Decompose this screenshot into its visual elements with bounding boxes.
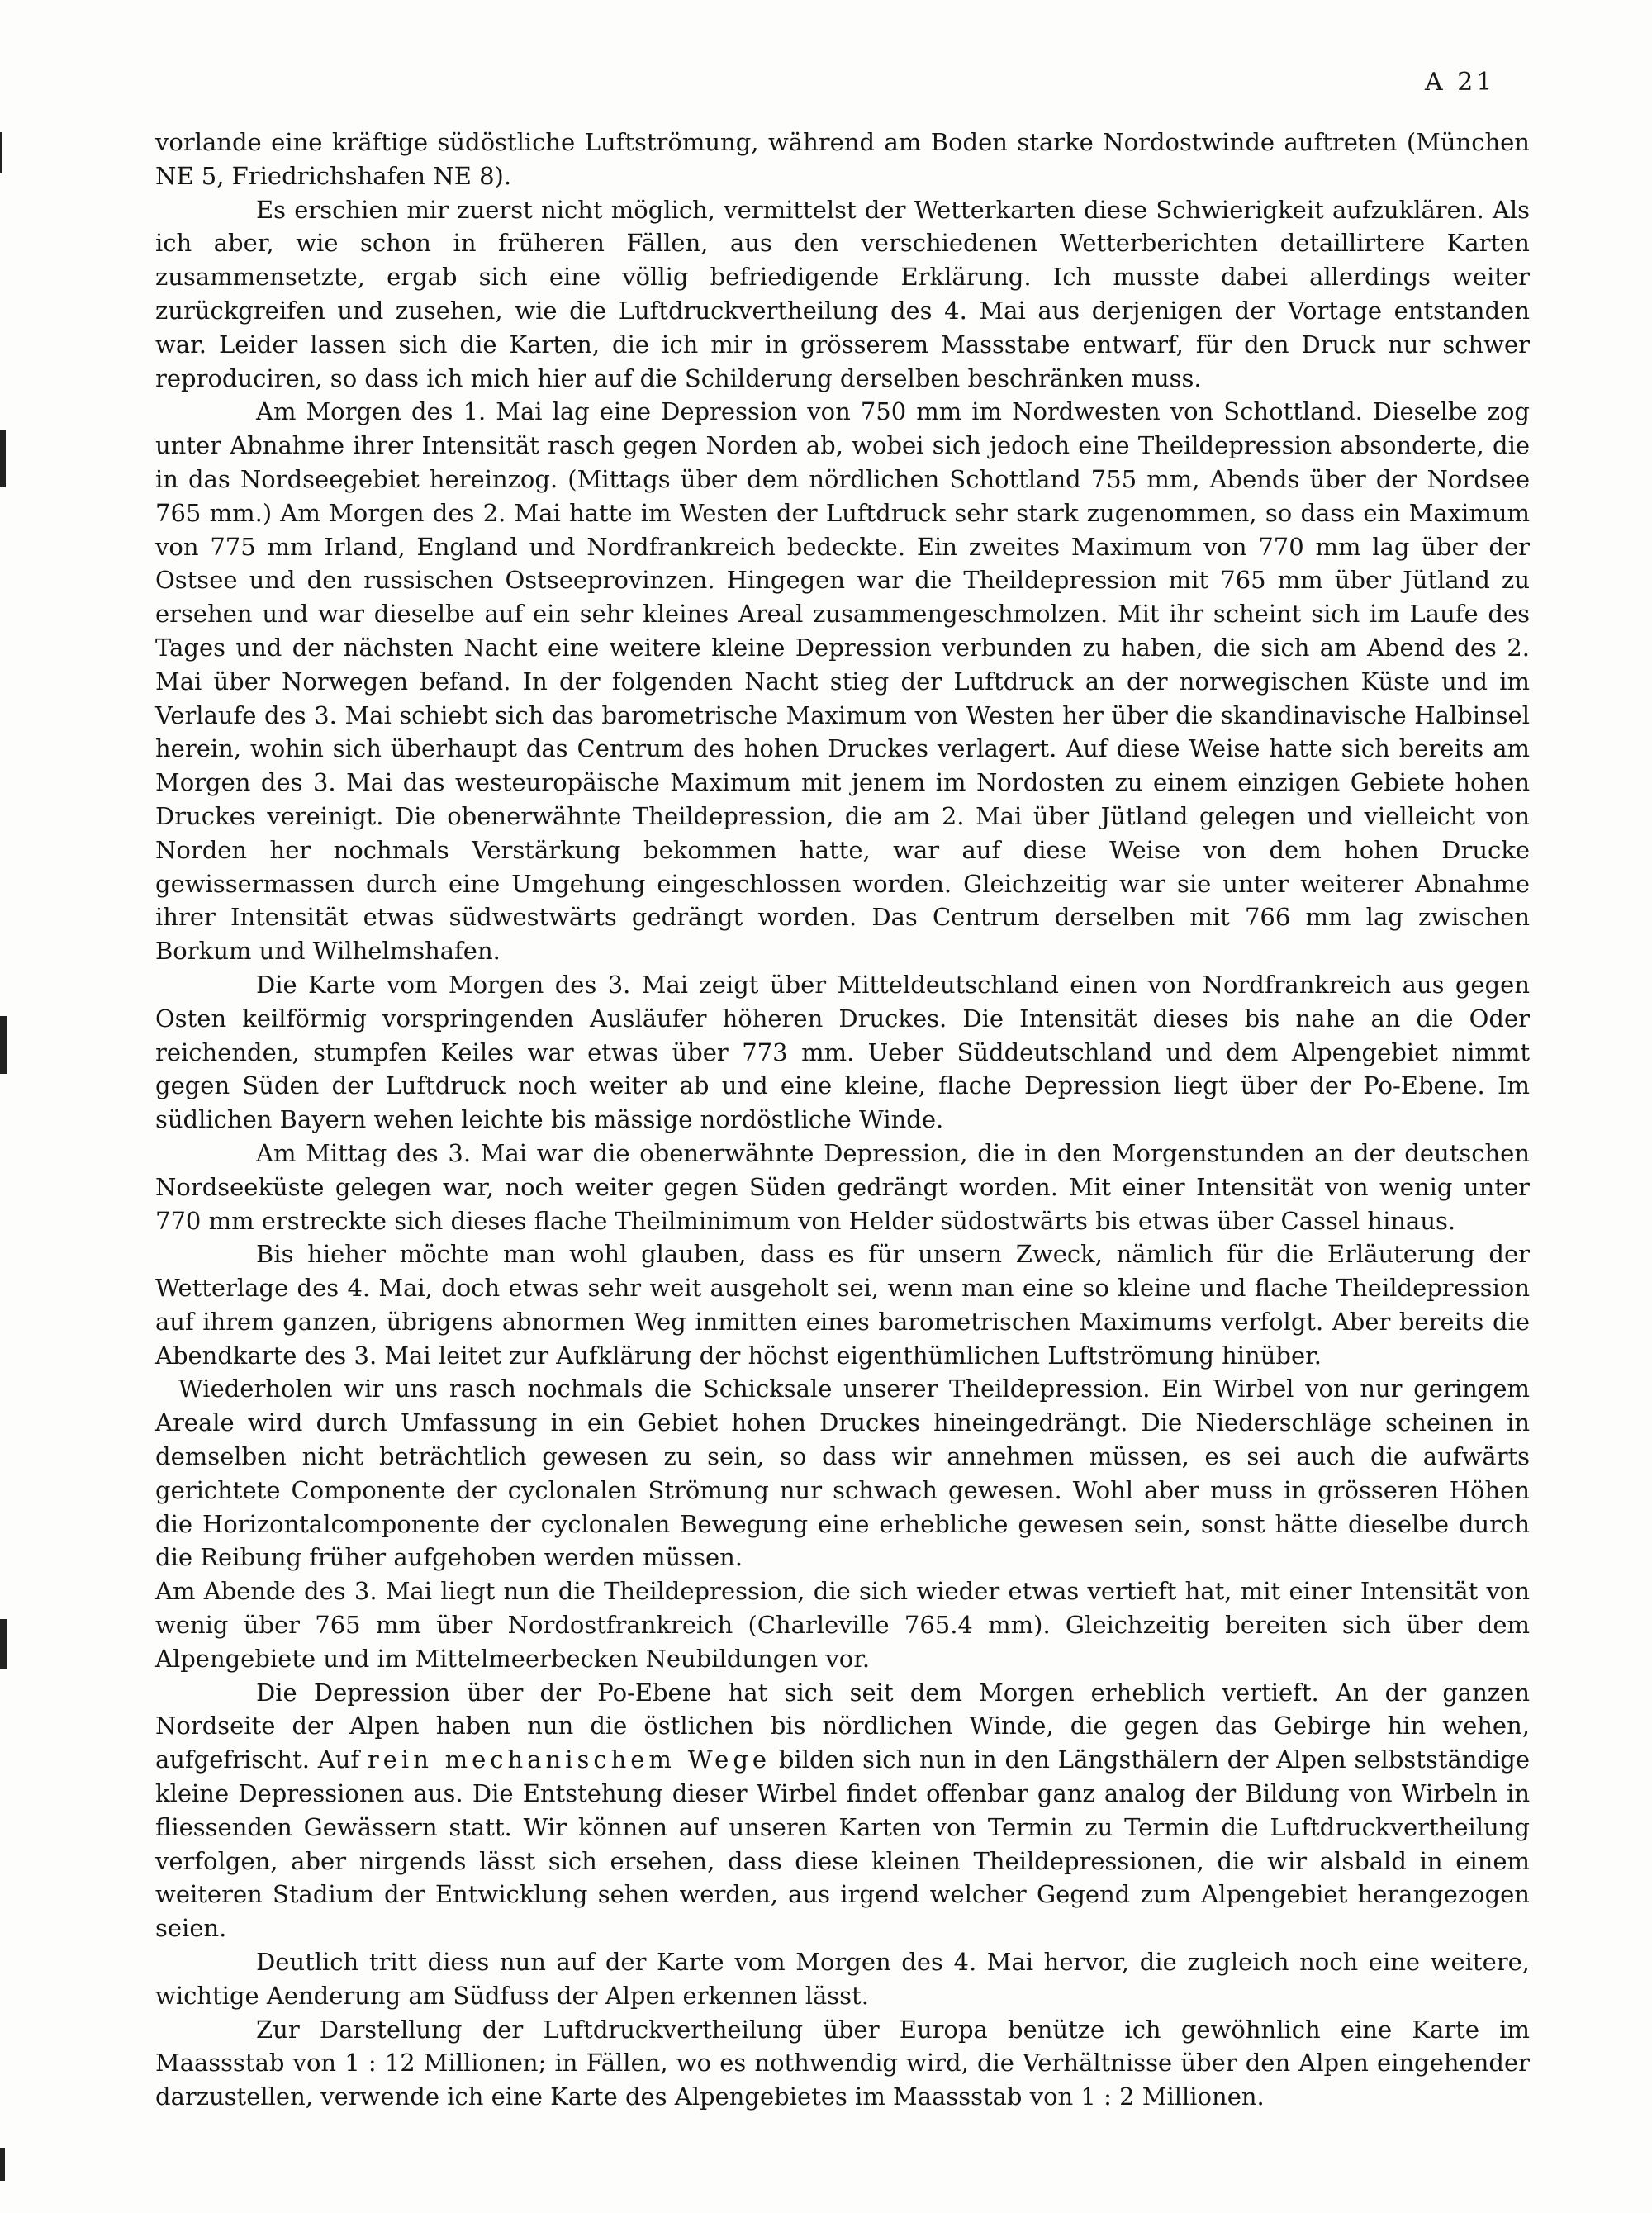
emphasized-spaced-text: rein mechanischem Wege (367, 1745, 771, 1774)
paragraph: Am Morgen des 1. Mai lag eine Depression von 750 mm im Nordwesten von Schottland. Dieselbe zog unter Abnahme ihrer Intensität rasch gegen Norden ab, wobei sich jedoch eine Theildepression absonderte, die in das Nordseegebiet hereinzog. (Mittags über dem nördlichen Schottland 755 mm, Abends über der Nordsee 765 mm.) Am Morgen des 2. Mai hatte im Westen der Luftdruck sehr stark zugenommen, so dass ein Maximum von 775 mm Irland, England und Nordfrankreich bedeckte. Ein zweites Maximum von 770 mm lag über der Ostsee und den russischen Ostseeprovinzen. Hingegen war die Theildepression mit 765 mm über Jütland zu ersehen und war dieselbe auf ein sehr kleines Areal zusammengeschmolzen. Mit ihr scheint sich im Laufe des Tages und der nächsten Nacht eine weitere kleine Depression verbunden zu haben, die sich am Abend des 2. Mai über Norwegen befand. In der folgenden Nacht stieg der Luftdruck an der norwegischen Küste und im Verlaufe des 3. Mai schiebt sich das barometrische Maximum von Westen her über die skandinavische Halbinsel herein, wohin sich überhaupt das Centrum des hohen Druckes verlagert. Auf diese Weise hatte sich bereits am Morgen des 3. Mai das westeuropäische Maximum mit jenem im Nordosten zu einem einzigen Gebiete hohen Druckes vereinigt. Die obenerwähnte Theildepression, die am 2. Mai über Jütland gelegen und vielleicht von Norden her nochmals Verstärkung bekommen hatte, war auf diese Weise von dem hohen Drucke gewissermassen durch eine Umgehung eingeschlossen worden. Gleichzeitig war sie unter weiterer Abnahme ihrer Intensität etwas südwestwärts gedrängt worden. Das Centrum derselben mit 766 mm lag zwischen Borkum und Wilhelmshafen. (155, 397, 1530, 966)
paragraph: Wiederholen wir uns rasch nochmals die Schicksale unserer Theildepression. Ein Wirbel von nur geringem Areale wird durch Umfassung in ein Gebiet hohen Druckes hineingedrängt. Die Niederschläge scheinen in demselben nicht beträchtlich gewesen zu sein, so dass wir annehmen müssen, es sei auch die aufwärts gerichtete Componente der cyclonalen Strömung nur schwach gewesen. Wohl aber muss in grösseren Höhen die Horizontalcomponente der cyclonalen Bewegung eine erhebliche gewesen sein, sonst hätte dieselbe durch die Reibung früher aufgehoben werden müssen. (155, 1375, 1530, 1572)
paragraph: Bis hieher möchte man wohl glauben, dass es für unsern Zweck, nämlich für die Erläuterung der Wetterlage des 4. Mai, doch etwas sehr weit ausgeholt sei, wenn man eine so kleine und flache Theildepression auf ihrem ganzen, übrigens abnormen Weg inmitten eines barometrischen Maximums verfolgt. Aber bereits die Abendkarte des 3. Mai leitet zur Aufklärung der höchst eigenthümlichen Luftströmung hinüber. (155, 1240, 1530, 1370)
scan-edge-mark (0, 2148, 5, 2181)
paragraph: Deutlich tritt diess nun auf der Karte vom Morgen des 4. Mai hervor, die zugleich noch eine weitere, wichtige Aenderung am Südfuss der Alpen erkennen lässt. (155, 1948, 1530, 2010)
page-number: A 21 (1425, 68, 1496, 97)
paragraph: Am Abende des 3. Mai liegt nun die Theildepression, die sich wieder etwas vertieft hat, mit einer Intensität von wenig über 765 mm über Nordostfrankreich (Charleville 765.4 mm). Gleichzeitig bereiten sich über dem Alpengebiete und im Mittelmeerbecken Neubildungen vor. (155, 1577, 1530, 1673)
scan-edge-mark (0, 430, 6, 487)
paragraph: Es erschien mir zuerst nicht möglich, vermittelst der Wetterkarten diese Schwierigkeit aufzuklären. Als ich aber, wie schon in früheren Fällen, aus den verschiedenen Wetterberichten detaillirtere Karten zusammensetzte, ergab sich eine völlig befriedigende Erklärung. Ich musste dabei allerdings weiter zurückgreifen und zusehen, wie die Luftdruckvertheilung des 4. Mai aus derjenigen der Vortage entstanden war. Leider lassen sich die Karten, die ich mir in grösserem Massstabe entwarf, für den Druck nur schwer reproduciren, so dass ich mich hier auf die Schilderung derselben beschränken muss. (155, 195, 1530, 392)
paragraph (155, 1676, 1530, 1945)
scan-edge-mark (0, 132, 2, 173)
scan-edge-mark (0, 1619, 7, 1669)
paragraph-text: bilden sich nun in den Längsthälern der Alpen selbstständige kleine Depressionen aus. Die Entstehung dieser Wirbel findet offenbar ganz analog der Bildung von Wirbeln in fliessenden Gewässern statt. Wir können auf unseren Karten von Termin zu Termin die Luftdruckvertheilung verfolgen, aber nirgends lässt sich ersehen, dass diese kleinen Theildepressionen, die wir alsbald in einem weiteren Stadium der Entwicklung sehen werden, aus irgend welcher Gegend zum Alpengebiet herangezogen seien. (155, 1745, 1530, 1943)
paragraph-text: Die Depression über der Po-Ebene hat sich seit dem Morgen erheblich vertieft. An der ganzen Nordseite der Alpen haben nun die östlichen bis nördlichen Winde, die gegen das Gebirge hin wehen, aufgefrischt. Auf (155, 1678, 1530, 1774)
scan-edge-mark (0, 1016, 7, 1074)
body-text (155, 126, 1530, 2114)
paragraph: Am Mittag des 3. Mai war die obenerwähnte Depression, die in den Morgenstunden an der deutschen Nordseeküste gelegen war, noch weiter gegen Süden gedrängt worden. Mit einer Intensität von wenig unter 770 mm erstreckte sich dieses flache Theilminimum von Helder südostwärts bis etwas über Cassel hinaus. (155, 1138, 1530, 1235)
paragraph: Die Karte vom Morgen des 3. Mai zeigt über Mitteldeutschland einen von Nordfrankreich aus gegen Osten keilförmig vorspringenden Ausläufer höheren Druckes. Die Intensität dieses bis nahe an die Oder reichenden, stumpfen Keiles war etwas über 773 mm. Ueber Süddeutschland und dem Alpengebiet nimmt gegen Süden der Luftdruck noch weiter ab und eine kleine, flache Depression liegt über der Po-Ebene. Im südlichen Bayern wehen leichte bis mässige nordöstliche Winde. (155, 970, 1530, 1134)
paragraph: Zur Darstellung der Luftdruckvertheilung über Europa benütze ich gewöhnlich eine Karte im Maassstab von 1 : 12 Millionen; in Fällen, wo es nothwendig wird, die Verhältnisse über den Alpen eingehender darzustellen, verwende ich eine Karte des Alpengebietes im Maassstab von 1 : 2 Millionen. (155, 2015, 1530, 2111)
paragraph: vorlande eine kräftige südöstliche Luftströmung, während am Boden starke Nordostwinde auftreten (München NE 5, Friedrichshafen NE 8). (155, 128, 1530, 190)
